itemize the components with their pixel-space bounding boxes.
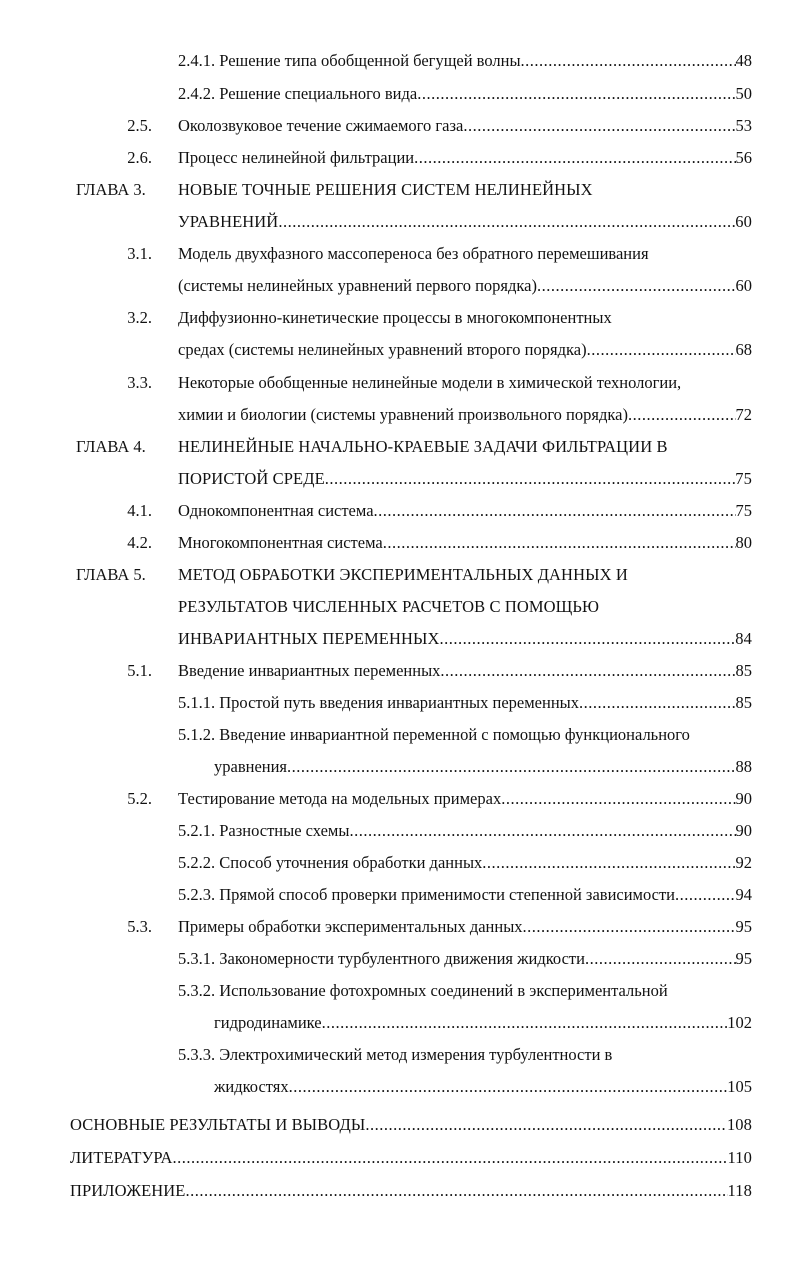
toc-page-number: 95	[735, 917, 752, 936]
toc-entry-title: ОСНОВНЫЕ РЕЗУЛЬТАТЫ И ВЫВОДЫ	[70, 1115, 366, 1134]
toc-page-number: 53	[735, 116, 752, 135]
toc-chapter-title-line: НЕЛИНЕЙНЫЕ НАЧАЛЬНО-КРАЕВЫЕ ЗАДАЧИ ФИЛЬТРАЦИИ В	[178, 437, 668, 456]
leader-dots	[278, 209, 735, 235]
toc-page-number: 84	[735, 629, 752, 648]
leader-dots	[585, 946, 736, 972]
toc-page-number: 102	[727, 1013, 752, 1032]
toc-entry-title-line: 5.3.2. Использование фотохромных соединений в экспериментальной	[178, 981, 668, 1000]
leader-dots	[440, 626, 736, 652]
leader-dots	[287, 754, 735, 780]
leader-dots	[521, 48, 736, 74]
toc-entry	[214, 1074, 752, 1100]
toc-entry	[178, 850, 752, 876]
toc-chapter-number: ГЛАВА 4.	[76, 437, 146, 456]
toc-entry-title-line: жидкостях	[214, 1077, 289, 1096]
toc-entry-title-line: 5.1.2. Введение инвариантной переменной с помощью функционального	[178, 725, 690, 744]
toc-entry	[70, 1145, 752, 1171]
toc-entry	[178, 786, 752, 812]
toc-section-number: 4.1.	[127, 501, 152, 520]
toc-chapter-title-line: РЕЗУЛЬТАТОВ ЧИСЛЕННЫХ РАСЧЕТОВ С ПОМОЩЬЮ	[178, 597, 600, 616]
toc-entry	[178, 530, 752, 556]
toc-entry	[178, 81, 752, 107]
toc-entry-title: 2.4.1. Решение типа обобщенной бегущей волны	[178, 51, 521, 70]
toc-entry	[178, 626, 752, 652]
toc-section-number: 3.1.	[127, 244, 152, 263]
toc-entry	[178, 498, 752, 524]
toc-entry-title: Околозвуковое течение сжимаемого газа	[178, 116, 464, 135]
toc-entry-title: 2.4.2. Решение специального вида	[178, 84, 418, 103]
toc-entry	[178, 914, 752, 940]
leader-dots	[173, 1145, 728, 1171]
toc-entry	[178, 209, 752, 235]
toc-entry	[178, 113, 752, 139]
toc-page-number: 72	[735, 405, 752, 424]
toc-entry-title-line: Модель двухфазного массопереноса без обратного перемешивания	[178, 244, 649, 263]
toc-entry-title-line: гидродинамике	[214, 1013, 322, 1032]
toc-chapter-number: ГЛАВА 5.	[76, 565, 146, 584]
toc-page-number: 60	[735, 276, 752, 295]
toc-entry	[178, 882, 752, 908]
toc-entry	[178, 48, 752, 74]
toc-entry-title: Однокомпонентная система	[178, 501, 374, 520]
toc-page-number: 118	[727, 1181, 752, 1200]
toc-page-number: 105	[727, 1077, 752, 1096]
toc-entry	[178, 658, 752, 684]
toc-chapter-title-line: НОВЫЕ ТОЧНЫЕ РЕШЕНИЯ СИСТЕМ НЕЛИНЕЙНЫХ	[178, 180, 593, 199]
toc-entry-title-line: (системы нелинейных уравнений первого порядка)	[178, 276, 537, 295]
toc-page-number: 68	[735, 340, 752, 359]
toc-page-number: 88	[735, 757, 752, 776]
toc-entry	[178, 690, 752, 716]
toc-entry-title: Примеры обработки экспериментальных данных	[178, 917, 523, 936]
toc-chapter-title-line: ПОРИСТОЙ СРЕДЕ	[178, 469, 325, 488]
leader-dots	[325, 466, 736, 492]
leader-dots	[322, 1010, 728, 1036]
toc-entry	[214, 1010, 752, 1036]
leader-dots	[349, 818, 735, 844]
toc-entry-title-line: уравнения	[214, 757, 288, 776]
leader-dots	[628, 402, 736, 428]
toc-page-number: 75	[735, 469, 752, 488]
toc-page-number: 110	[727, 1148, 752, 1167]
leader-dots	[185, 1178, 727, 1204]
leader-dots	[365, 1112, 727, 1138]
toc-page-number: 90	[735, 789, 752, 808]
toc-entry	[214, 754, 752, 780]
toc-page-number: 50	[735, 84, 752, 103]
toc-entry-title: Тестирование метода на модельных примерах	[178, 789, 502, 808]
leader-dots	[289, 1074, 728, 1100]
toc-section-number: 3.2.	[127, 308, 152, 327]
leader-dots	[463, 113, 735, 139]
toc-entry-title: Многокомпонентная система	[178, 533, 383, 552]
leader-dots	[537, 273, 736, 299]
leader-dots	[383, 530, 736, 556]
toc-entry	[70, 1112, 752, 1138]
toc-section-number: 5.3.	[127, 917, 152, 936]
toc-entry-title: Процесс нелинейной фильтрации	[178, 148, 415, 167]
toc-page-number: 85	[735, 693, 752, 712]
toc-section-number: 2.6.	[127, 148, 152, 167]
leader-dots	[374, 498, 736, 524]
toc-entry-title: 5.3.1. Закономерности турбулентного движения жидкости	[178, 949, 585, 968]
toc-entry	[178, 337, 752, 363]
toc-entry-title-line: средах (системы нелинейных уравнений второго порядка)	[178, 340, 587, 359]
toc-entry	[70, 1178, 752, 1204]
toc-chapter-title-line: УРАВНЕНИЙ	[178, 212, 279, 231]
leader-dots	[523, 914, 736, 940]
toc-entry-title-line: 5.3.3. Электрохимический метод измерения турбулентности в	[178, 1045, 613, 1064]
leader-dots	[675, 882, 735, 908]
toc-entry	[178, 273, 752, 299]
toc-entry	[178, 818, 752, 844]
toc-entry-title-line: Диффузионно-кинетические процессы в многокомпонентных	[178, 308, 612, 327]
toc-page-number: 90	[735, 821, 752, 840]
toc-page-number: 56	[735, 148, 752, 167]
toc-page-number: 75	[735, 501, 752, 520]
toc-page-number: 48	[735, 51, 752, 70]
toc-entry-title: 5.2.3. Прямой способ проверки применимости степенной зависимости	[178, 885, 676, 904]
leader-dots	[440, 658, 735, 684]
toc-page-number: 94	[735, 885, 752, 904]
toc-entry-title: 5.2.1. Разностные схемы	[178, 821, 350, 840]
toc-entry	[178, 145, 752, 171]
toc-page-number: 60	[735, 212, 752, 231]
toc-section-number: 5.1.	[127, 661, 152, 680]
toc-section-number: 5.2.	[127, 789, 152, 808]
leader-dots	[587, 337, 736, 363]
toc-entry	[178, 402, 752, 428]
toc-page-number: 92	[735, 853, 752, 872]
toc-section-number: 4.2.	[127, 533, 152, 552]
toc-entry-title-line: химии и биологии (системы уравнений произвольного порядка)	[178, 405, 628, 424]
toc-entry-title: 5.1.1. Простой путь введения инвариантных переменных	[178, 693, 580, 712]
toc-entry-title: Введение инвариантных переменных	[178, 661, 441, 680]
toc-entry-title-line: Некоторые обобщенные нелинейные модели в химической технологии,	[178, 373, 682, 392]
leader-dots	[482, 850, 735, 876]
toc-section-number: 2.5.	[127, 116, 152, 135]
toc-chapter-title-line: МЕТОД ОБРАБОТКИ ЭКСПЕРИМЕНТАЛЬНЫХ ДАННЫХ И	[178, 565, 628, 584]
toc-entry-title: ПРИЛОЖЕНИЕ	[70, 1181, 186, 1200]
toc-chapter-number: ГЛАВА 3.	[76, 180, 146, 199]
toc-entry	[178, 466, 752, 492]
leader-dots	[414, 145, 735, 171]
toc-chapter-title-line: ИНВАРИАНТНЫХ ПЕРЕМЕННЫХ	[178, 629, 440, 648]
toc-entry-title: 5.2.2. Способ уточнения обработки данных	[178, 853, 483, 872]
leader-dots	[417, 81, 735, 107]
toc-section-number: 3.3.	[127, 373, 152, 392]
toc-page-number: 95	[735, 949, 752, 968]
toc-page-number: 85	[735, 661, 752, 680]
toc-entry-title: ЛИТЕРАТУРА	[70, 1148, 173, 1167]
toc-entry	[178, 946, 752, 972]
toc-page-number: 108	[726, 1115, 752, 1134]
toc-page-number: 80	[735, 533, 752, 552]
leader-dots	[501, 786, 735, 812]
leader-dots	[579, 690, 735, 716]
